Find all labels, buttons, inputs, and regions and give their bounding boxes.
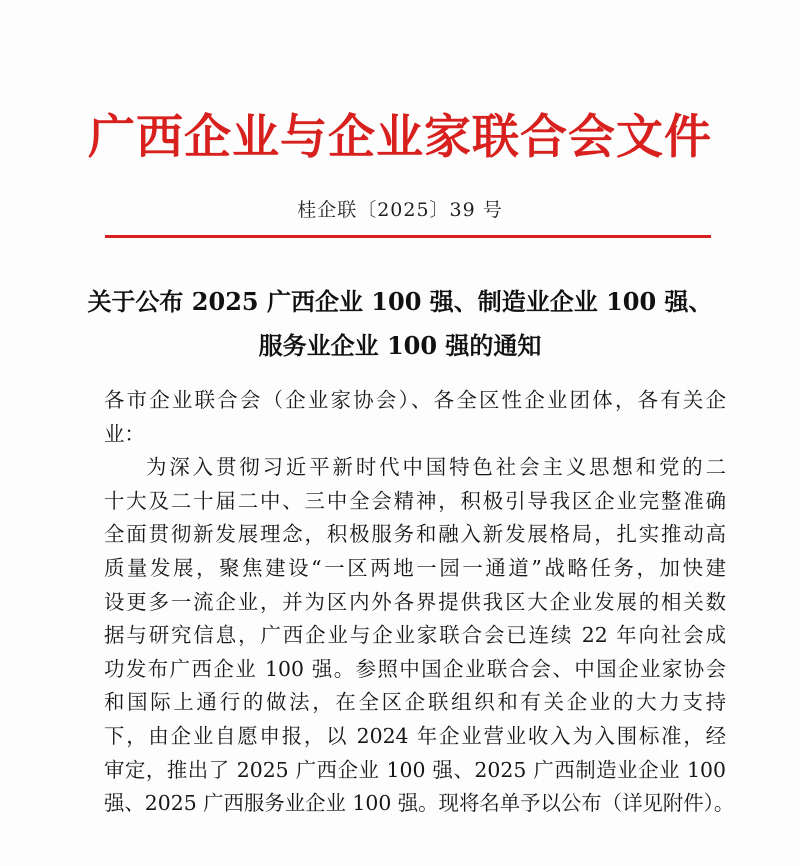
paragraph-line: 功发布广西企业 100 强。参照中国企业联合会、中国企业家协会 [104, 656, 726, 681]
paragraph-line: 下，由企业自愿申报，以 2024 年企业营业收入为入围标准，经 [104, 723, 726, 748]
paragraph-line: 十大及二十届二中、三中全会精神，积极引导我区企业完整准确 [104, 488, 726, 513]
notice-title [0, 280, 800, 368]
paragraph-line: 和国际上通行的做法，在全区企联组织和有关企业的大力支持 [104, 690, 726, 715]
notice-title-line-1: 关于公布 2025 广西企业 100 强、制造业企业 100 强、 [87, 287, 713, 316]
paragraph-line: 设更多一流企业，并为区内外各界提供我区大企业发展的相关数 [104, 589, 726, 614]
paragraph-line: 全面贯彻新发展理念，积极服务和融入新发展格局，扎实推动高 [104, 522, 726, 547]
notice-title-line-2: 服务业企业 100 强的通知 [258, 331, 542, 360]
letterhead-title: 广西企业与企业家联合会文件 [88, 110, 712, 165]
paragraph-line: 据与研究信息，广西企业与企业家联合会已连续 22 年向社会成 [104, 623, 726, 648]
paragraph-line: 强、2025 广西服务业企业 100 强。现将名单予以公布（详见附件）。 [104, 791, 735, 816]
salutation-line-1: 各市企业联合会（企业家协会）、各全区性企业团体，各有关企 [104, 388, 726, 412]
salutation-line-2: 业： [104, 421, 145, 446]
paragraph-line: 质量发展，聚焦建设“一区两地一园一通道”战略任务，加快建 [104, 555, 726, 580]
red-divider-rule [105, 235, 711, 238]
notice-body [104, 384, 735, 821]
paragraph-line: 为深入贯彻习近平新时代中国特色社会主义思想和党的二 [146, 455, 726, 480]
document-number: 桂企联〔2025〕39 号 [297, 199, 503, 221]
paragraph-line: 审定，推出了 2025 广西企业 100 强、2025 广西制造业企业 100 [104, 757, 726, 782]
